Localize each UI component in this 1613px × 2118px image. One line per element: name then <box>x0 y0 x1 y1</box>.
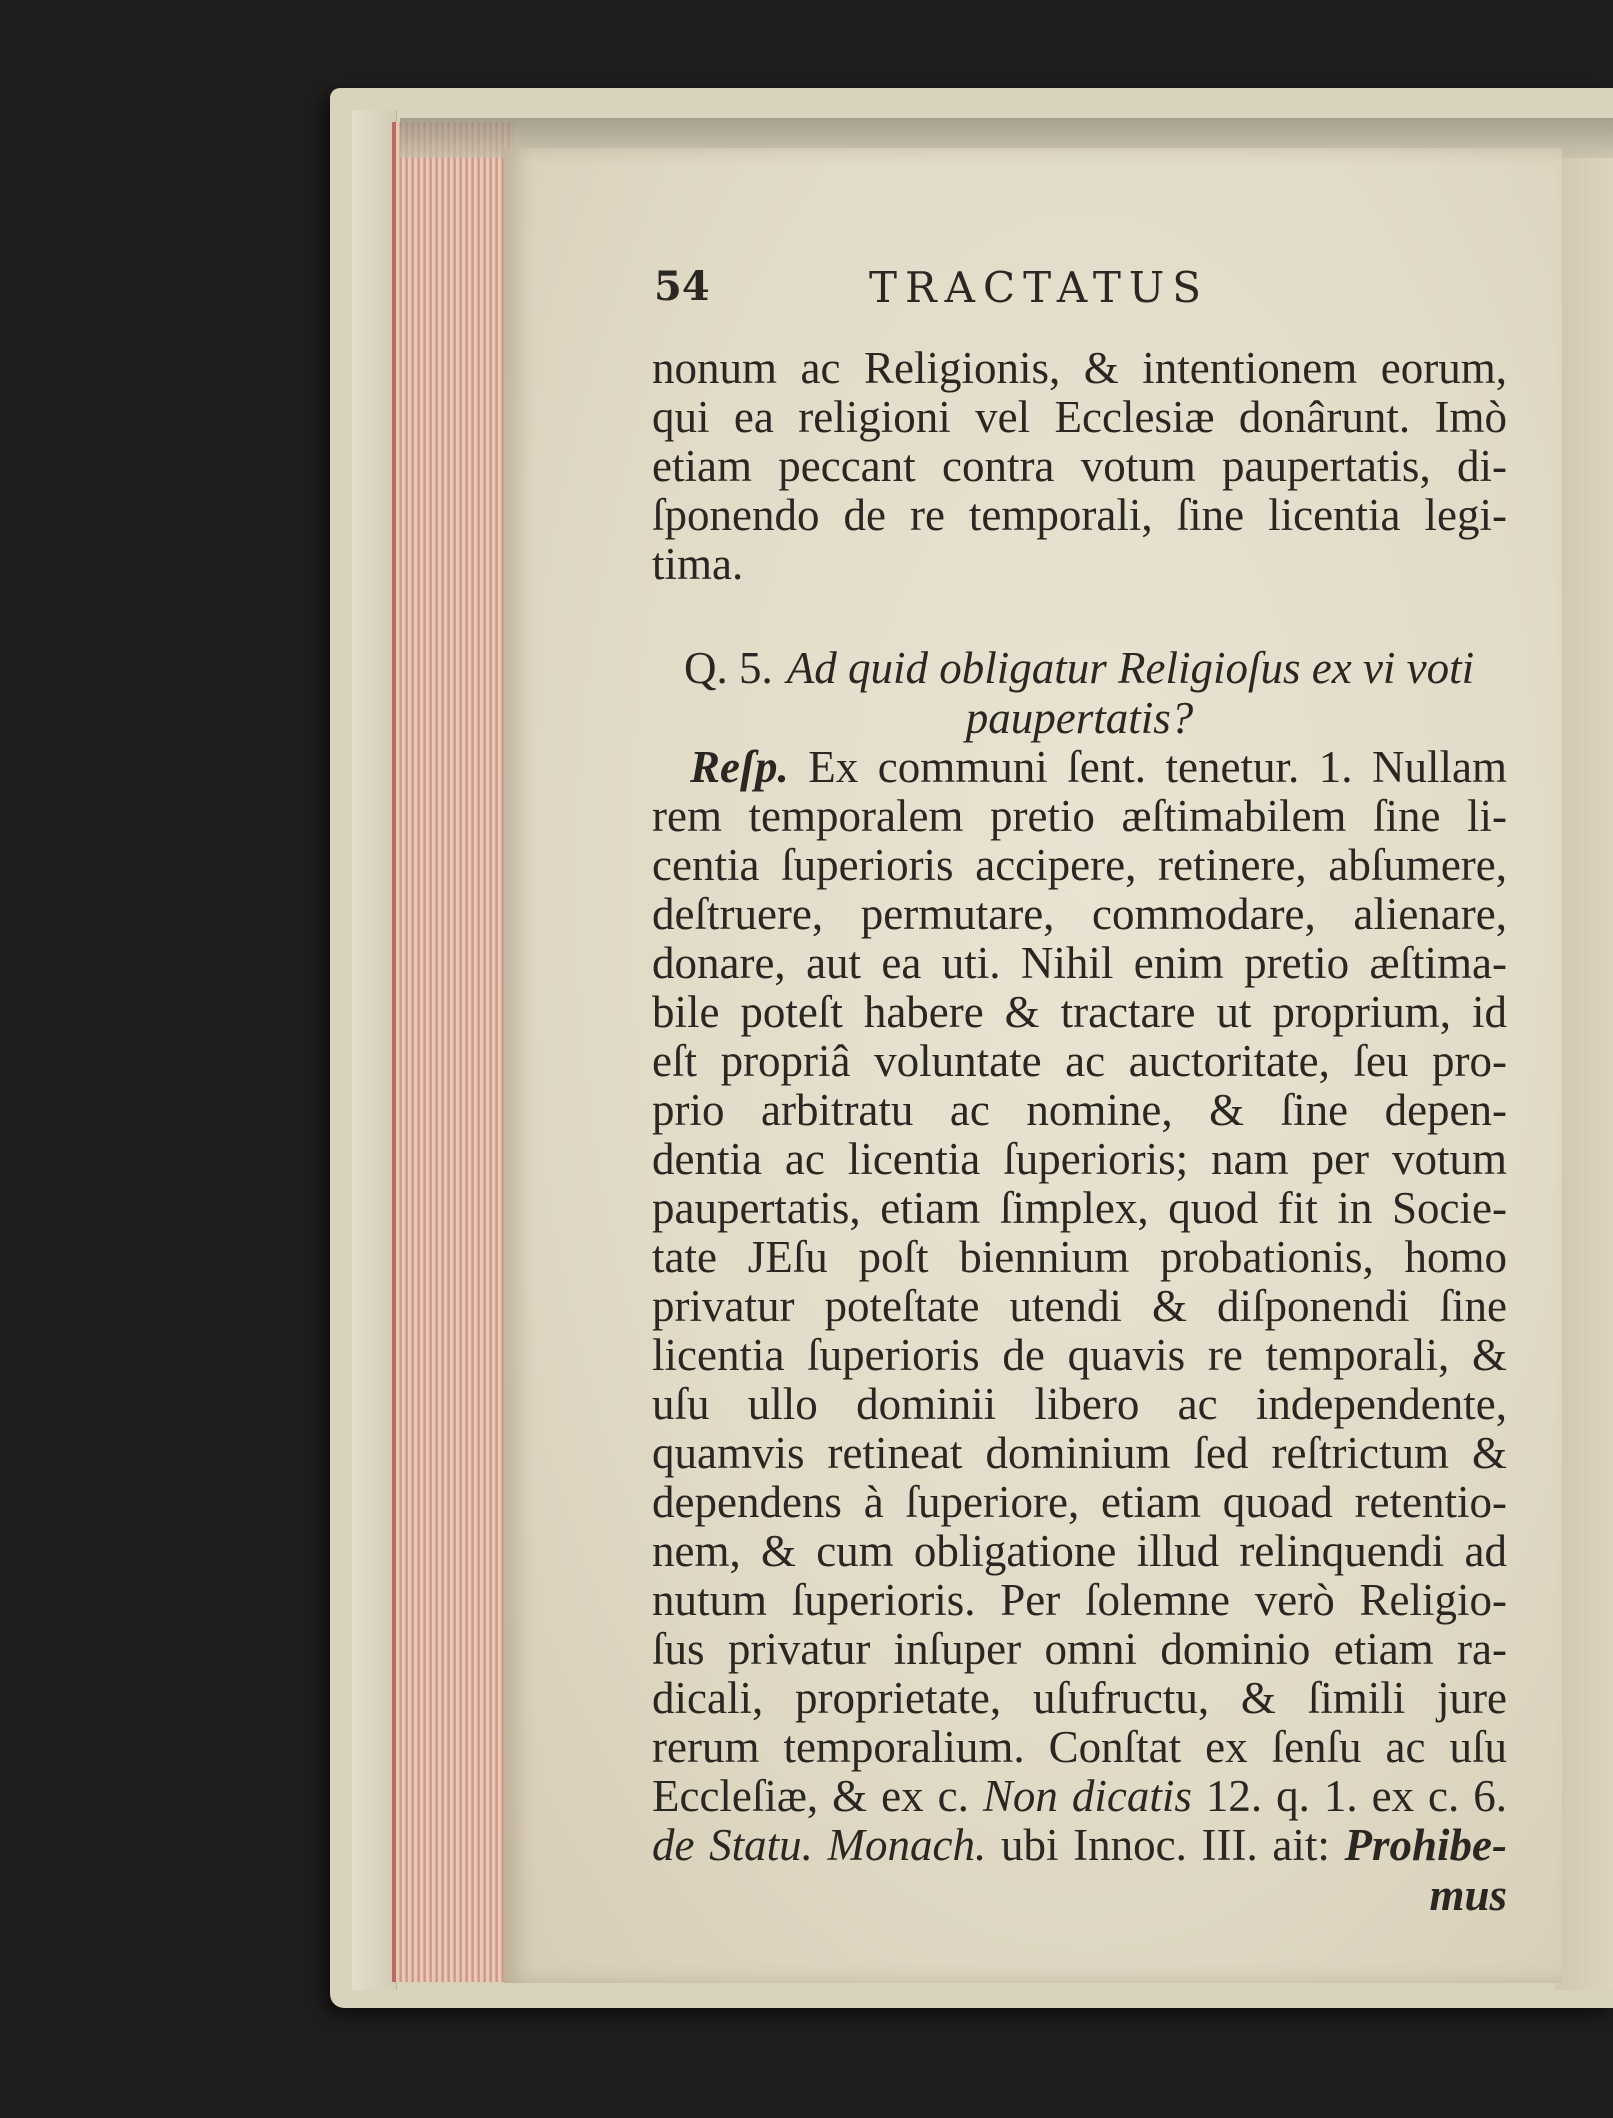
page-header <box>654 263 1504 333</box>
text-line: centia ſuperioris accipere, retinere, abſumere, <box>652 840 1507 890</box>
text-line: deſtruere, permutare, commodare, alienare, <box>652 889 1507 939</box>
response-text: Ex communi ſent. tenetur. 1. Nullam <box>808 742 1507 792</box>
text-line: ſus privatur inſuper omni dominio etiam ra- <box>652 1624 1507 1674</box>
text-line: nutum ſuperioris. Per ſolemne verò Religio- <box>652 1575 1507 1625</box>
text-line: paupertatis, etiam ſimplex, quod fit in Socie- <box>652 1183 1507 1233</box>
text-line: dicali, proprietate, uſufructu, & ſimili jure <box>652 1673 1507 1723</box>
citation-text: ubi Innoc. III. ait: <box>1000 1820 1330 1870</box>
question-text-continued: paupertatis? <box>965 693 1194 743</box>
text-line: dentia ac licentia ſuperioris; nam per votum <box>652 1134 1507 1184</box>
response-body <box>652 792 1507 1772</box>
citation-ref: 12. q. 1. ex c. 6. <box>1205 1771 1508 1821</box>
text-line: nem, & cum obligatione illud relinquendi ad <box>652 1526 1507 1576</box>
text-line: uſu ullo dominii libero ac independente, <box>652 1379 1507 1429</box>
paragraph-1 <box>652 344 1507 589</box>
question-text: Ad quid obligatur Religioſus ex vi voti <box>786 643 1475 693</box>
text-line: qui ea religioni vel Ecclesiæ donârunt. Imò <box>652 392 1507 442</box>
quotation-start: Prohibe- <box>1344 1820 1508 1870</box>
facing-page-edge <box>1555 150 1613 1990</box>
text-line: prio arbitratu ac nomine, & ſine depen- <box>652 1085 1507 1135</box>
text-line-citation <box>652 1772 1507 1821</box>
text-line: rerum temporalium. Conſtat ex ſenſu ac uſu <box>652 1722 1507 1772</box>
question-heading <box>652 643 1507 693</box>
citation-italic: Non dicatis <box>982 1771 1192 1821</box>
book-page <box>504 148 1562 1983</box>
response-label: Reſp. <box>690 742 789 792</box>
text-line: etiam peccant contra votum paupertatis, di- <box>652 441 1507 491</box>
cover-flap-left <box>352 110 397 1990</box>
text-line: dependens à ſuperiore, etiam quoad retentio- <box>652 1477 1507 1527</box>
citation-text: Eccleſiæ, & ex c. <box>652 1771 969 1821</box>
text-line: tate JEſu poſt biennium probationis, homo <box>652 1232 1507 1282</box>
question-label: Q. 5. <box>684 643 773 693</box>
text-line: eſt propriâ voluntate ac auctoritate, ſeu pro- <box>652 1036 1507 1086</box>
catchword: mus <box>1429 1870 1507 1920</box>
running-title: TRACTATUS <box>869 263 1210 312</box>
text-line: privatur poteſtate utendi & diſponendi ſine <box>652 1281 1507 1331</box>
citation-italic: de Statu. Monach. <box>652 1820 987 1870</box>
page-number: 54 <box>654 263 710 310</box>
text-line: quamvis retineat dominium ſed reſtrictum & <box>652 1428 1507 1478</box>
page-edges <box>392 122 514 1982</box>
text-line: tima. <box>652 539 744 589</box>
spacer <box>652 589 1507 643</box>
text-line-citation <box>652 1821 1507 1870</box>
text-line: bile poteſt habere & tractare ut proprium, id <box>652 987 1507 1037</box>
text-line: ſponendo de re temporali, ſine licentia legi- <box>652 490 1507 540</box>
text-line: rem temporalem pretio æſtimabilem ſine li- <box>652 791 1507 841</box>
text-line: licentia ſuperioris de quavis re temporali, & <box>652 1330 1507 1380</box>
text-block <box>652 344 1507 1920</box>
text-line: nonum ac Religionis, & intentionem eorum, <box>652 343 1507 393</box>
response-first-line <box>652 743 1507 792</box>
text-line: donare, aut ea uti. Nihil enim pretio æſtima- <box>652 938 1507 988</box>
